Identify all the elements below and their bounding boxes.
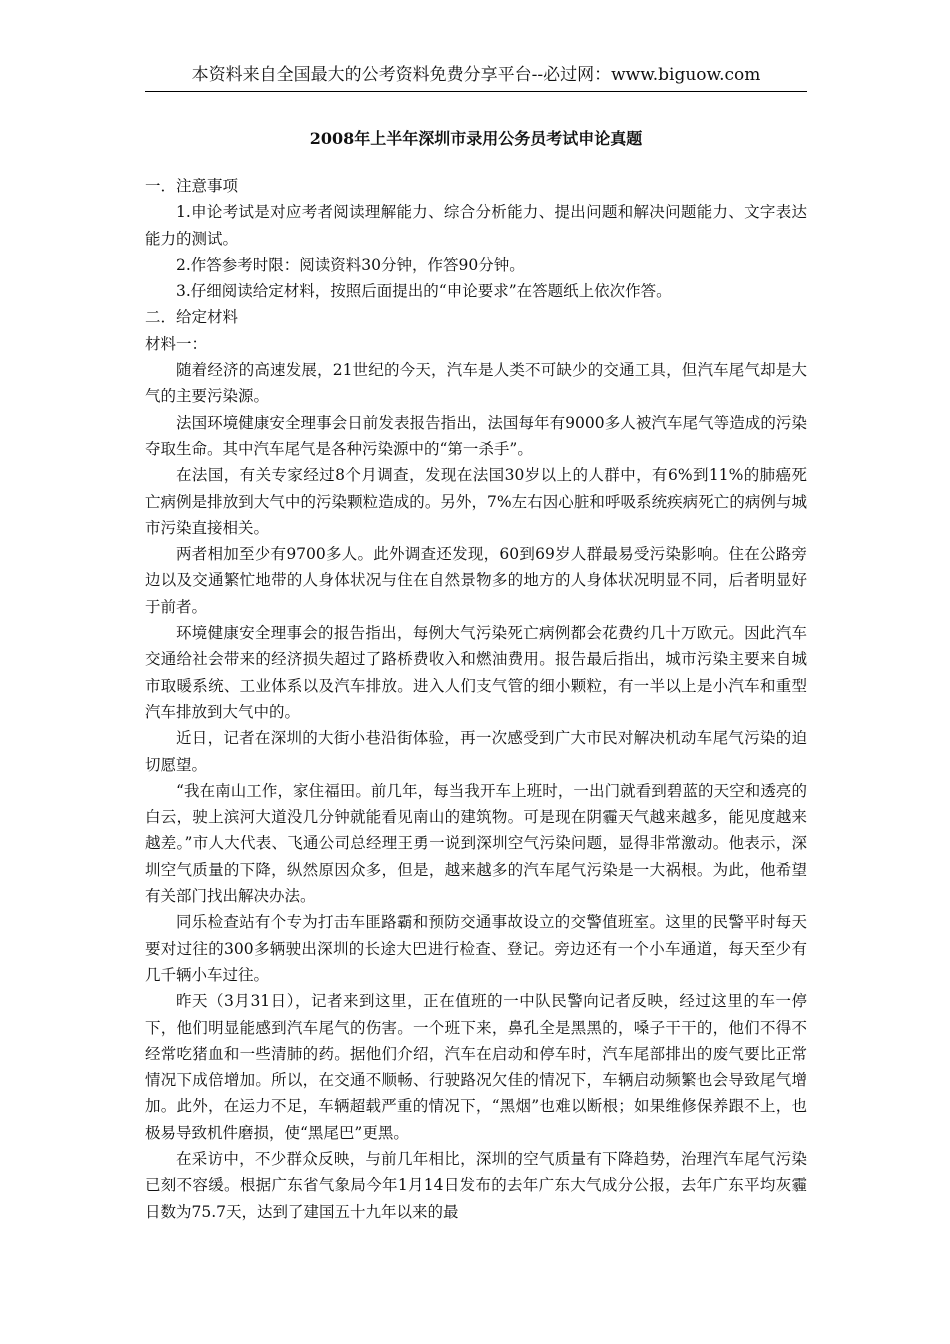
source-header: 本资料来自全国最大的公考资料免费分享平台--必过网：www.biguow.com [191, 65, 761, 85]
document-title: 2008年上半年深圳市录用公务员考试申论真题 [309, 129, 643, 148]
paragraph: 昨天（3月31日），记者来到这里，正在值班的一中队民警向记者反映，经过这里的车一停下，他们明显能感到汽车尾气的伤害。一个班下来，鼻孔全是黑黑的，嗓子干干的，他们不得不经常吃猪血和一些清肺的药。据他们介绍，汽车在启动和停车时，汽车尾部排出的废气要比正常情况下成倍增加。所以，在交通不顺畅、行驶路况欠佳的情况下，车辆启动频繁也会导致尾气增加。此外，在运力不足，车辆超载严重的情况下，“黑烟”也难以断根；如果维修保养跟不上，也极易导致机件磨损，使“黑尾巴”更黑。 [145, 992, 807, 1142]
header-divider [145, 91, 807, 92]
paragraph: 随着经济的高速发展，21世纪的今天，汽车是人类不可缺少的交通工具，但汽车尾气却是大气的主要污染源。 [145, 361, 807, 406]
paragraph: 一．注意事项 [145, 177, 239, 195]
paragraph: 1.申论考试是对应考者阅读理解能力、综合分析能力、提出问题和解决问题能力、文字表达能力的测试。 [145, 203, 807, 248]
paragraph: 在采访中，不少群众反映，与前几年相比，深圳的空气质量有下降趋势，治理汽车尾气污染已刻不容缓。根据广东省气象局今年1月14日发布的去年广东大气成分公报，去年广东平均灰霾日数为75.7天，达到了建国五十九年以来的最 [145, 1149, 807, 1221]
document-body [145, 173, 807, 1225]
paragraph: 同乐检查站有个专为打击车匪路霸和预防交通事故设立的交警值班室。这里的民警平时每天要对过往的300多辆驶出深圳的长途大巴进行检查、登记。旁边还有一个小车通道，每天至少有几千辆小车过往。 [145, 913, 807, 984]
paragraph: 材料一： [145, 334, 208, 353]
paragraph: 二．给定材料 [145, 308, 239, 327]
paragraph: 两者相加至少有9700多人。此外调查还发现，60到69岁人群最易受污染影响。住在公路旁边以及交通繁忙地带的人身体状况与住在自然景物多的地方的人身体状况明显不同，后者明显好于前者。 [145, 545, 807, 616]
paragraph: 3.仔细阅读给定材料，按照后面提出的“申论要求”在答题纸上依次作答。 [176, 282, 672, 301]
paragraph: 近日，记者在深圳的大街小巷沿街体验，再一次感受到广大市民对解决机动车尾气污染的迫切愿望。 [145, 729, 807, 774]
paragraph: 2.作答参考时限：阅读资料30分钟，作答90分钟。 [176, 255, 525, 274]
paragraph: “我在南山工作，家住福田。前几年，每当我开车上班时，一出门就看到碧蓝的天空和透亮的白云，驶上滨河大道没几分钟就能看见南山的建筑物。可是现在阴霾天气越来越多，能见度越来越差。”市人大代表、飞通公司总经理王勇一说到深圳空气污染问题，显得非常激动。他表示，深圳空气质量的下降，纵然原因众多，但是，越来越多的汽车尾气污染是一大祸根。为此，他希望有关部门找出解决办法。 [145, 781, 807, 906]
paragraph: 法国环境健康安全理事会日前发表报告指出，法国每年有9000多人被汽车尾气等造成的污染夺取生命。其中汽车尾气是各种污染源中的“第一杀手”。 [145, 413, 807, 458]
paragraph: 环境健康安全理事会的报告指出，每例大气污染死亡病例都会花费约几十万欧元。因此汽车交通给社会带来的经济损失超过了路桥费收入和燃油费用。报告最后指出，城市污染主要来自城市取暖系统、工业体系以及汽车排放。进入人们支气管的细小颗粒，有一半以上是小汽车和重型汽车排放到大气中的。 [145, 624, 807, 721]
paragraph: 在法国，有关专家经过8个月调查，发现在法国30岁以上的人群中，有6%到11%的肺癌死亡病例是排放到大气中的污染颗粒造成的。另外，7%左右因心脏和呼吸系统疾病死亡的病例与城市污染直接相关。 [145, 466, 807, 537]
